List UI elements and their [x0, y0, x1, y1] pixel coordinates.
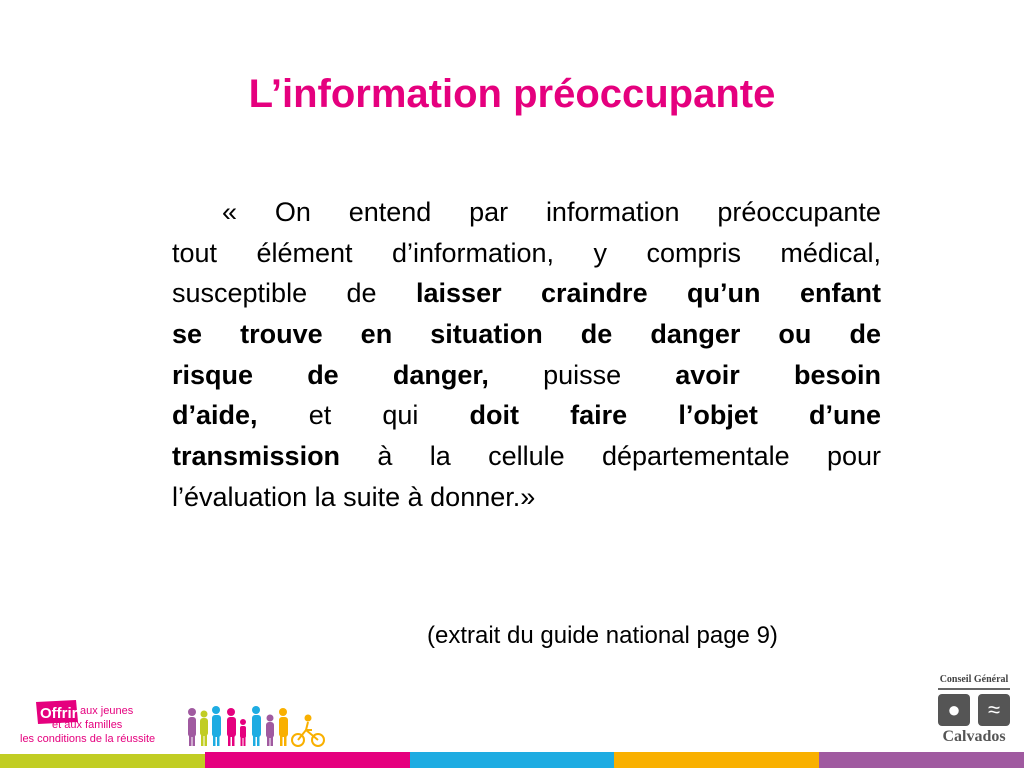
quote-word: qu’un [687, 278, 761, 309]
quote-word: faire [570, 400, 628, 431]
quote-word: transmission [172, 441, 341, 472]
person-figure [266, 715, 274, 747]
person-figure [227, 708, 236, 746]
quote-word: laisser [416, 278, 502, 309]
footer-bar-segment [410, 752, 615, 768]
person-figure [188, 708, 196, 746]
quote-word: compris [646, 237, 741, 268]
quote-line [172, 192, 881, 233]
quote-word: situation [430, 319, 543, 350]
quote-word: qui [382, 400, 419, 431]
quote-word: On [274, 197, 311, 227]
quote-line [172, 395, 881, 436]
quote-word: d’une [808, 400, 881, 431]
quote-word: danger [650, 319, 741, 350]
quote-word: par [469, 197, 509, 227]
quote-word: l’objet [678, 400, 758, 431]
person-figure [279, 708, 288, 746]
quote-word: en [360, 319, 393, 350]
apple-icon: ● [938, 694, 970, 726]
quote-word: d’information, [391, 237, 555, 268]
quote-word: et [308, 400, 332, 431]
quote-word: trouve [240, 319, 323, 350]
family-people-logo [186, 704, 328, 748]
quote-word: pour [826, 441, 881, 472]
quote-word: besoin [793, 359, 881, 390]
quote-word: doit [469, 400, 520, 431]
quote-word: entend [348, 197, 432, 227]
quote-line [172, 477, 881, 518]
quote-word: tout [172, 237, 218, 268]
quote-word: cellule [488, 441, 565, 472]
footer-bar-segment [0, 754, 205, 768]
quote-word: y [593, 237, 608, 268]
calvados-logo [934, 674, 1014, 746]
quote-word: la [429, 441, 451, 472]
footer-bar-segment [819, 752, 1024, 768]
offrir-logo [18, 696, 166, 746]
quote-word: préoccupante [717, 197, 881, 227]
quote-word: de [346, 278, 377, 309]
quote-word: médical, [780, 237, 881, 268]
quote-word: puisse [543, 359, 622, 390]
person-figure [252, 706, 261, 746]
person-figure [240, 719, 246, 746]
footer-bar-segment [205, 752, 410, 768]
quote-word: danger, [392, 359, 489, 390]
bicycle-icon [292, 715, 324, 747]
footer-bar-segment [614, 752, 819, 768]
quote-word: enfant [799, 278, 881, 309]
quote-word: élément [256, 237, 353, 268]
quote-segment: l’évaluation la suite à donner.» [172, 481, 536, 512]
quote-line [172, 273, 881, 314]
quote-line [172, 314, 881, 355]
offrir-line2: et aux familles [52, 719, 123, 731]
quote-word: de [307, 359, 339, 390]
quote-word: d’aide, [172, 400, 258, 431]
person-figure [212, 706, 221, 746]
source-citation: (extrait du guide national page 9) [427, 622, 778, 649]
quote-line [172, 233, 881, 274]
calvados-logo-top: Conseil Général [939, 674, 1009, 685]
quote-word: « [222, 197, 238, 227]
quote-word: départementale [601, 441, 790, 472]
quote-word: information [545, 197, 680, 227]
quote-word: à [377, 441, 393, 472]
quote-word: craindre [541, 278, 648, 309]
offrir-line3: les conditions de la réussite [20, 733, 156, 745]
quote-line [172, 436, 881, 477]
slide-title: L’information préoccupante [248, 72, 776, 116]
quote-word: de [849, 319, 881, 350]
calvados-logo-divider [938, 688, 1010, 690]
footer-color-bar [0, 752, 1024, 768]
offrir-word: Offrir [40, 705, 78, 722]
quote-word: de [580, 319, 613, 350]
quote-paragraph [172, 192, 881, 518]
quote-line [172, 355, 881, 396]
quote-word: susceptible [172, 278, 308, 309]
quote-word: se [172, 319, 203, 350]
calvados-logo-bottom: Calvados [942, 728, 1006, 745]
offrir-line1: aux jeunes [80, 705, 134, 717]
person-figure [200, 711, 208, 747]
quote-word: avoir [675, 359, 740, 390]
quote-word: risque [172, 359, 254, 390]
quote-word: ou [778, 319, 812, 350]
waves-icon: ≈ [978, 694, 1010, 726]
